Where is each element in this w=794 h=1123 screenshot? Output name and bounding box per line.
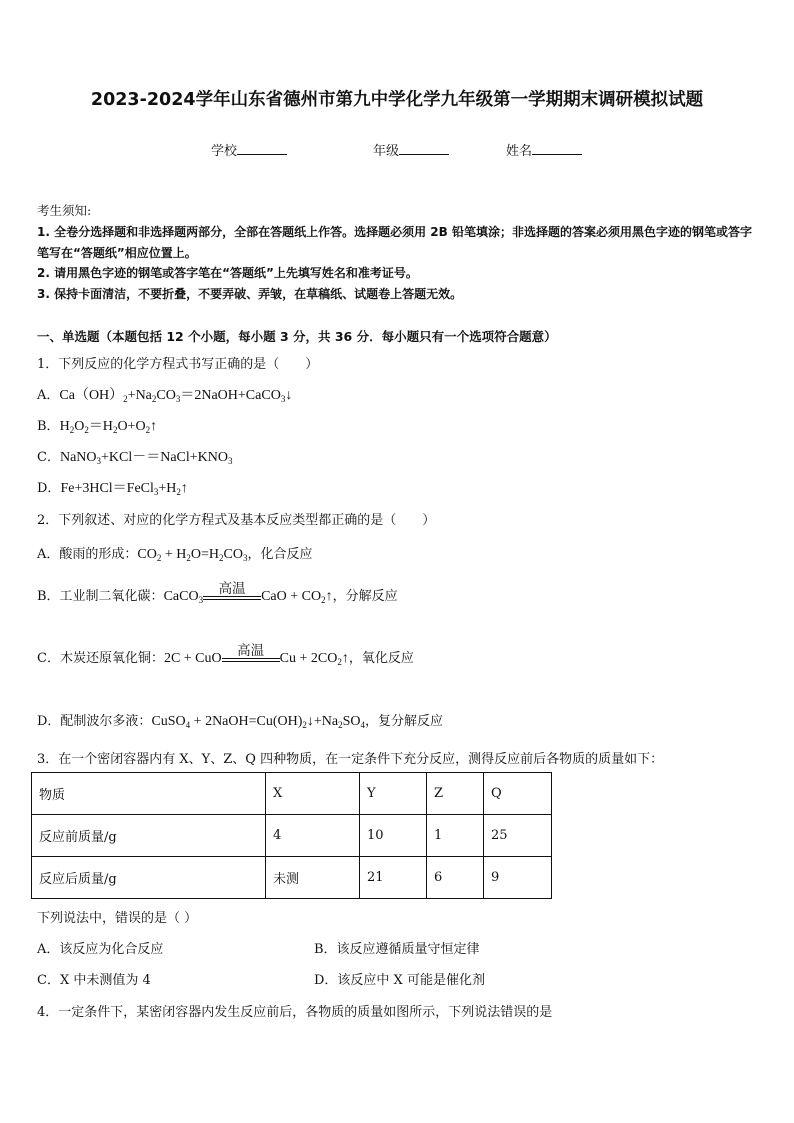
q1-option-b[interactable] [37, 415, 157, 435]
notice-item-1: 1. 全卷分选择题和非选择题两部分，全部在答题纸上作答。选择题必须用 2B 铅笔填涂；非选择题的答案必须用黑色字迹的钢笔或答字笔写在“答题纸”相应位置上。 [37, 224, 752, 260]
q2-option-a[interactable] [37, 543, 312, 563]
q1-option-c[interactable] [37, 446, 233, 466]
name-label: 姓名 [506, 144, 533, 159]
q2-d-type: ，复分解反应 [365, 714, 444, 729]
table-cell: Z [427, 773, 484, 815]
q2-c-condition: 高温 [237, 643, 265, 659]
q2-a-type: ，化合反应 [247, 547, 313, 562]
table-cell: Q [484, 773, 552, 815]
table-cell: 1 [427, 815, 484, 857]
q4-stem: 4．一定条件下，某密闭容器内发生反应前后，各物质的质量如图所示，下列说法错误的是 [37, 1005, 553, 1020]
q2-d-equation: CuSO$_4$ + $2NaOH=Cu(OH)_2↓+Na_2SO_4$ [151, 714, 366, 730]
table-row [32, 815, 552, 857]
q2-option-c[interactable] [37, 644, 414, 667]
q2-b-condition: 高温 [218, 581, 246, 597]
q2-a-label: A．酸雨的形成： [37, 547, 138, 562]
q1-d-equation: $Fe+3HCl=FeCl_3+H_2↑$ [60, 481, 188, 497]
q1-stem: 1．下列反应的化学方程式书写正确的是（ ） [37, 357, 319, 372]
q1-b-label: B． [37, 419, 60, 434]
q1-option-d[interactable] [37, 477, 188, 497]
name-field[interactable] [506, 140, 582, 159]
q3-option-d[interactable]: D．该反应中 X 可能是催化剂 [314, 973, 485, 988]
q2-d-label: D．配制波尔多液： [37, 714, 152, 729]
q3-option-b[interactable]: B．该反应遵循质量守恒定律 [314, 942, 480, 957]
table-row [32, 857, 552, 899]
q2-c-type: ，氧化反应 [348, 651, 414, 666]
table-row [32, 773, 552, 815]
table-cell: 25 [484, 815, 552, 857]
notice-item-2: 2. 请用黑色字迹的钢笔或答字笔在“答题纸”上先填写姓名和准考证号。 [37, 266, 418, 281]
exam-notice [37, 201, 762, 305]
section-heading: 一、单选题（本题包括 12 个小题，每小题 3 分，共 36 分．每小题只有一个选项符合题意） [37, 329, 557, 344]
q1-a-equation: $Ca(OH)_2+Na_2CO_3=2NaOH+CaCO_3↓$ [59, 388, 293, 404]
q1-a-label: A． [37, 388, 60, 403]
q3-question: 下列说法中，错误的是（ ） [37, 911, 198, 926]
table-cell: 4 [266, 815, 360, 857]
q2-option-b[interactable] [37, 582, 398, 605]
notice-item-3: 3. 保持卡面清洁，不要折叠，不要弄破、弄皱，在草稿纸、试题卷上答题无效。 [37, 287, 463, 302]
grade-field[interactable] [373, 140, 449, 159]
school-field[interactable] [211, 140, 287, 159]
q2-b-label: B．工业制二氧化碳： [37, 589, 164, 604]
q2-c-label: C．木炭还原氧化铜： [37, 651, 164, 666]
notice-heading: 考生须知: [37, 203, 92, 218]
table-cell: 反应后质量/g [32, 857, 266, 899]
table-cell: Y [360, 773, 427, 815]
q2-b-type: ，分解反应 [332, 589, 398, 604]
table-cell: X [266, 773, 360, 815]
q3-option-a[interactable]: A．该反应为化合反应 [37, 942, 164, 957]
q3-option-c[interactable]: C．X 中未测值为 4 [37, 973, 151, 988]
table-cell: 未测 [266, 857, 360, 899]
table-cell: 21 [360, 857, 427, 899]
table-cell: 9 [484, 857, 552, 899]
q1-option-a[interactable] [37, 384, 292, 404]
table-cell: 物质 [32, 773, 266, 815]
table-cell: 6 [427, 857, 484, 899]
q1-d-label: D． [37, 481, 61, 496]
table-cell: 10 [360, 815, 427, 857]
q2-c-equation: 2C + CuO 高温 $Cu + 2CO_2↑$ [163, 643, 349, 667]
q2-b-equation: CaCO$_3$ 高温 CaO + $CO_2↑$ [163, 581, 333, 605]
q2-a-equation: $CO_2 + H_2O=H_2CO_3$ [137, 547, 248, 563]
q1-c-label: C． [37, 450, 60, 465]
table-cell: 反应前质量/g [32, 815, 266, 857]
q1-c-equation: $NaNO_3+KCl-=NaCl+KNO_3$ [59, 450, 233, 466]
q2-option-d[interactable] [37, 710, 443, 730]
q3-mass-table [31, 772, 552, 899]
q1-b-equation: $H_2O_2=H_2O+O_2↑$ [59, 419, 158, 435]
page-title: 2023-2024学年山东省德州市第九中学化学九年级第一学期期末调研模拟试题 [90, 90, 704, 110]
school-label: 学校 [211, 144, 238, 159]
q3-stem: 3．在一个密闭容器内有 X、Y、Z、Q 四种物质，在一定条件下充分反应，测得反应前后各物质的质量如下： [37, 752, 664, 767]
grade-label: 年级 [373, 144, 400, 159]
q2-stem: 2．下列叙述、对应的化学方程式及基本反应类型都正确的是（ ） [37, 513, 436, 528]
